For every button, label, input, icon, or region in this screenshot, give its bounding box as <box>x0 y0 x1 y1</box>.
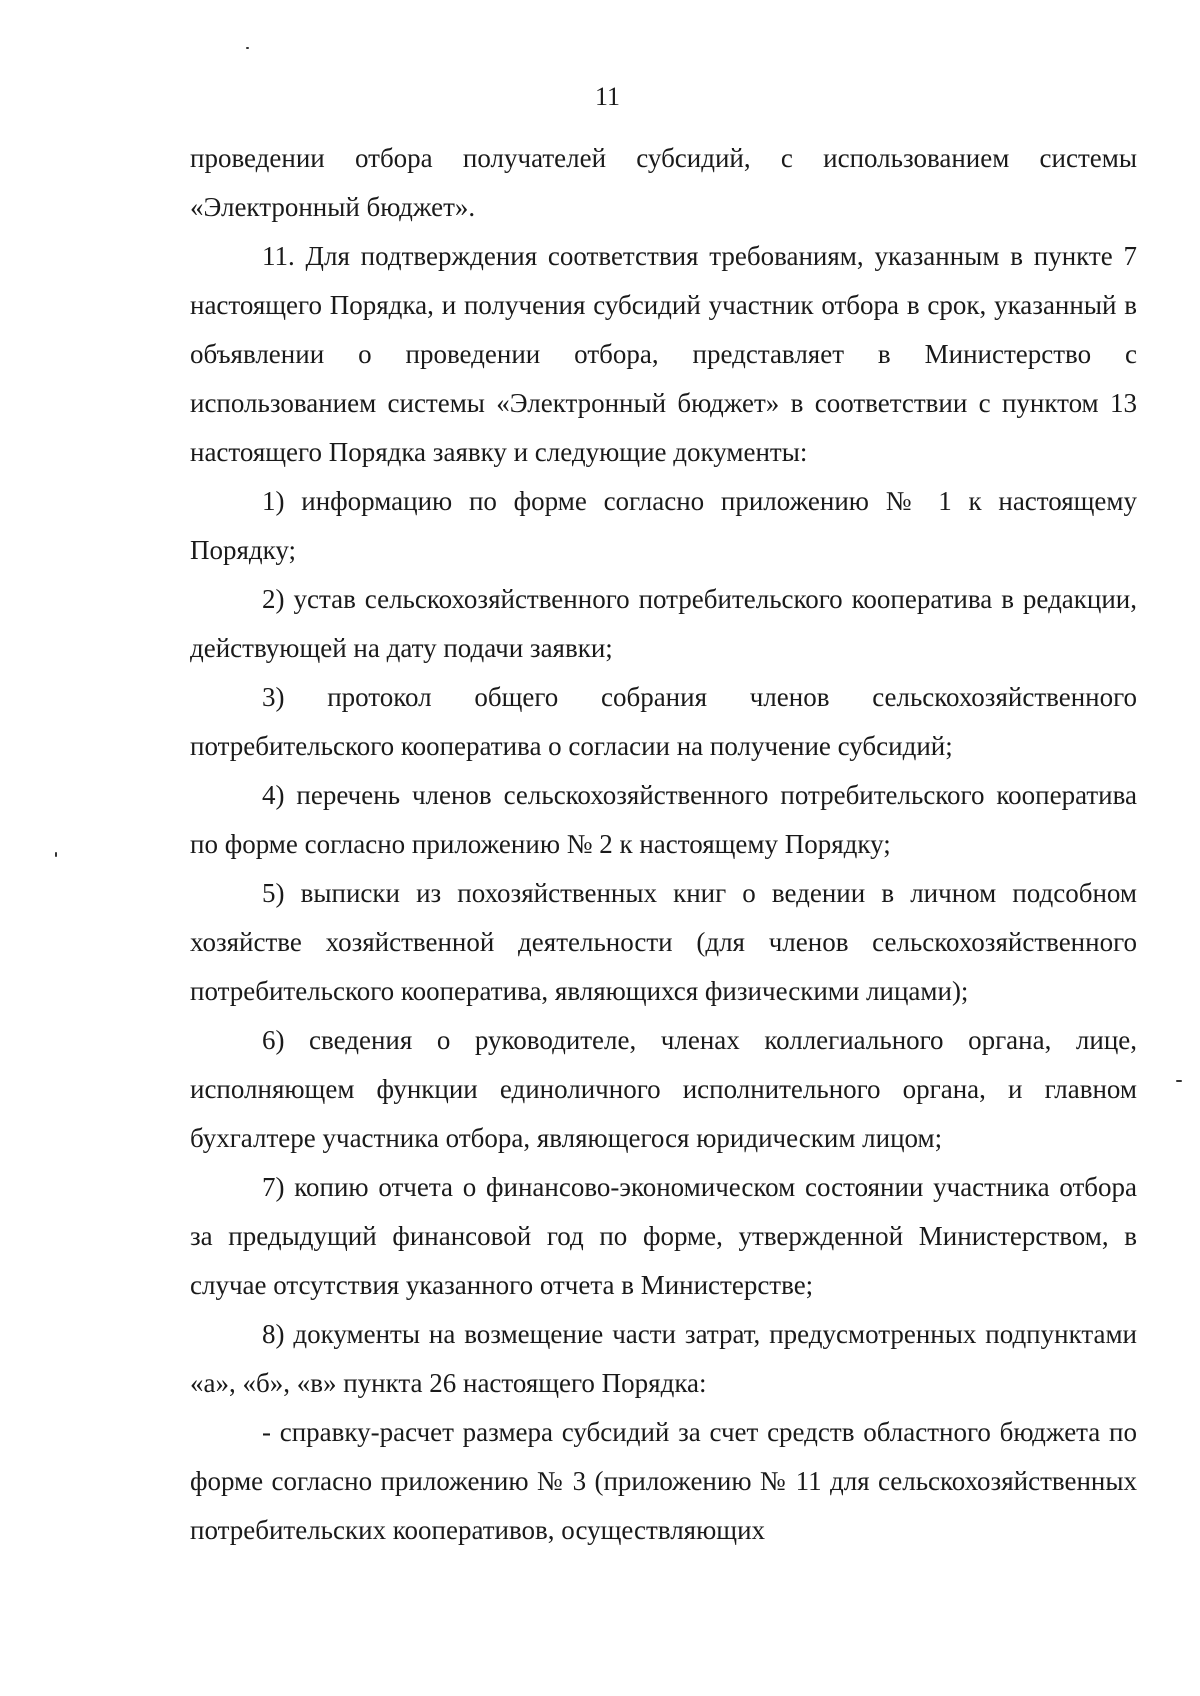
list-item-4: 4) перечень членов сельскохозяйственного потребительского кооператива по форме согласно приложению № 2 к настоящему Порядку; <box>190 780 1137 859</box>
paragraph-item-11: 11. Для подтверждения соответствия требованиям, указанным в пункте 7 настоящего Порядка, и получения субсидий участник отбора в срок, указанный в объявлении о проведении отбора, представляет в Министерство с использованием системы «Электронный бюджет» в соответствии с пунктом 13 настоящего Порядка заявку и следующие документы: <box>190 241 1137 467</box>
sub-item-dash: - справку-расчет размера субсидий за счет средств областного бюджета по форме согласно приложению № 3 (приложению № 11 для сельскохозяйственных потребительских кооперативов, осуществляющих <box>190 1417 1137 1545</box>
scan-speck <box>1176 1080 1182 1082</box>
list-item-8: 8) документы на возмещение части затрат, предусмотренных подпунктами «а», «б», «в» пункта 26 настоящего Порядка: <box>190 1319 1137 1398</box>
list-item-2: 2) устав сельскохозяйственного потребительского кооператива в редакции, действующей на дату подачи заявки; <box>190 584 1137 663</box>
list-item-7: 7) копию отчета о финансово-экономическом состоянии участника отбора за предыдущий финансовой год по форме, утвержденной Министерством, в случае отсутствия указанного отчета в Министерстве; <box>190 1172 1137 1300</box>
list-item-6: 6) сведения о руководителе, членах коллегиального органа, лице, исполняющем функции единоличного исполнительного органа, и главном бухгалтере участника отбора, являющегося юридическим лицом; <box>190 1025 1137 1153</box>
list-item-5: 5) выписки из похозяйственных книг о ведении в личном подсобном хозяйстве хозяйственной деятельности (для членов сельскохозяйственного потребительского кооператива, являющихся физическими лицами); <box>190 878 1137 1006</box>
document-body <box>190 134 1137 1555</box>
list-item-1: 1) информацию по форме согласно приложению № 1 к настоящему Порядку; <box>190 486 1137 565</box>
paragraph-continuation: проведении отбора получателей субсидий, с использованием системы «Электронный бюджет». <box>190 143 1137 222</box>
scan-speck <box>55 852 57 857</box>
page-number: 11 <box>594 82 621 111</box>
scan-speck <box>246 47 249 49</box>
list-item-3: 3) протокол общего собрания членов сельскохозяйственного потребительского кооператива о согласии на получение субсидий; <box>190 682 1137 761</box>
